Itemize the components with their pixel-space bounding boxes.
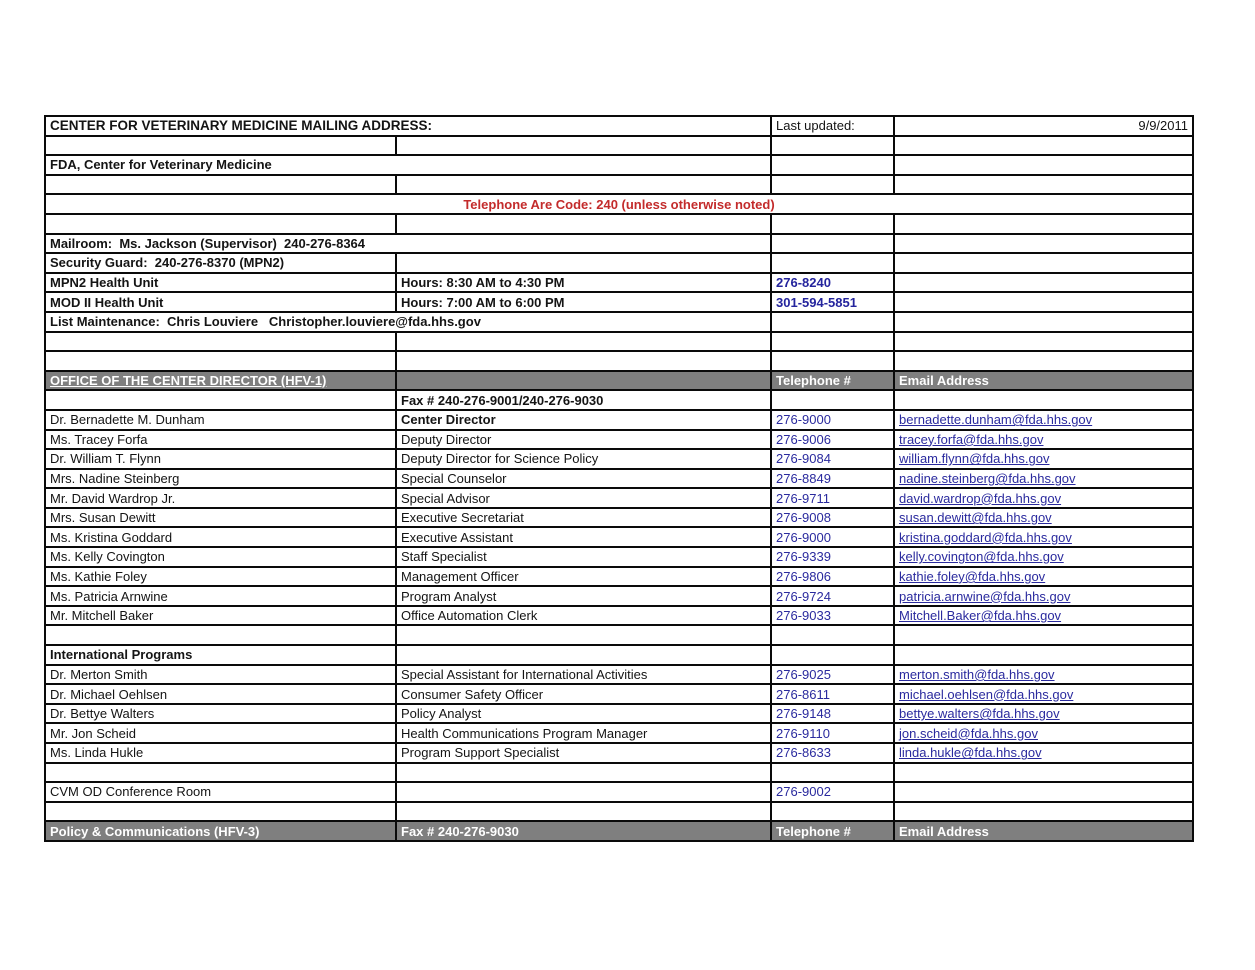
title-cell: Hours: 8:30 AM to 4:30 PM [396, 273, 771, 293]
table-row [45, 214, 1193, 234]
email-cell [894, 723, 1193, 743]
table-row [45, 312, 1193, 332]
email-cell [894, 586, 1193, 606]
directory-sheet [44, 115, 1194, 842]
phone-cell: 276-8611 [771, 684, 894, 704]
name-cell: Mr. Mitchell Baker [45, 606, 396, 626]
email-cell [894, 547, 1193, 567]
email-cell [894, 606, 1193, 626]
spacer-cell [45, 136, 396, 156]
spacer-cell [894, 332, 1193, 352]
email-link[interactable]: Mitchell.Baker@fda.hhs.gov [899, 608, 1062, 624]
email-link[interactable]: kathie.foley@fda.hhs.gov [899, 568, 1046, 584]
email-cell [894, 508, 1193, 528]
spacer-cell [894, 155, 1193, 175]
phone-cell: 276-8240 [771, 273, 894, 293]
spacer-cell [894, 214, 1193, 234]
spacer-cell [771, 214, 894, 234]
table-row [45, 371, 1193, 391]
spacer-cell [894, 351, 1193, 371]
spacer-cell [771, 763, 894, 783]
phone-cell: 276-9006 [771, 430, 894, 450]
fax-number: Fax # 240-276-9030 [396, 821, 771, 841]
name-cell: Dr. Bettye Walters [45, 704, 396, 724]
spacer-cell [771, 645, 894, 665]
spacer-cell [396, 175, 771, 195]
table-row [45, 645, 1193, 665]
email-column-header: Email Address [894, 821, 1193, 841]
page-title: CENTER FOR VETERINARY MEDICINE MAILING ADDRESS: [45, 116, 771, 136]
email-cell [894, 527, 1193, 547]
title-cell: Policy Analyst [396, 704, 771, 724]
name-cell: Dr. Bernadette M. Dunham [45, 410, 396, 430]
spacer-cell [771, 253, 894, 273]
spacer-cell [771, 155, 894, 175]
title-cell: Program Analyst [396, 586, 771, 606]
email-cell [894, 430, 1193, 450]
email-link[interactable]: david.wardrop@fda.hhs.gov [899, 490, 1062, 506]
title-cell: Staff Specialist [396, 547, 771, 567]
email-cell [894, 469, 1193, 489]
section-header-office-director: OFFICE OF THE CENTER DIRECTOR (HFV-1) [45, 371, 396, 391]
name-cell: Dr. Merton Smith [45, 665, 396, 685]
phone-cell: 276-9110 [771, 723, 894, 743]
email-cell [894, 567, 1193, 587]
name-cell: Ms. Kelly Covington [45, 547, 396, 567]
spacer-cell [894, 625, 1193, 645]
email-link[interactable]: patricia.arnwine@fda.hhs.gov [899, 588, 1071, 604]
phone-cell: 276-9711 [771, 488, 894, 508]
last-updated-value: 9/9/2011 [894, 116, 1193, 136]
title-cell: Office Automation Clerk [396, 606, 771, 626]
spacer-cell [894, 175, 1193, 195]
spacer-cell [396, 763, 771, 783]
table-row [45, 743, 1193, 763]
spacer-cell [45, 802, 396, 822]
email-link[interactable]: jon.scheid@fda.hhs.gov [899, 725, 1038, 741]
list-maintenance-info: List Maintenance: Chris Louviere Christopher.louviere@fda.hhs.gov [45, 312, 771, 332]
spacer-cell [396, 782, 771, 802]
spacer-cell [396, 802, 771, 822]
section-header-policy-communications: Policy & Communications (HFV-3) [45, 821, 396, 841]
table-row [45, 821, 1193, 841]
email-link[interactable]: bettye.walters@fda.hhs.gov [899, 706, 1060, 722]
table-row [45, 586, 1193, 606]
email-link[interactable]: william.flynn@fda.hhs.gov [899, 451, 1050, 467]
email-cell [894, 704, 1193, 724]
table-body [45, 116, 1193, 841]
email-link[interactable]: tracey.forfa@fda.hhs.gov [899, 431, 1044, 447]
spacer-cell [45, 332, 396, 352]
area-code-note: Telephone Are Code: 240 (unless otherwise noted) [45, 194, 1193, 214]
email-link[interactable]: linda.hukle@fda.hhs.gov [899, 745, 1042, 761]
table-row [45, 665, 1193, 685]
title-cell: Management Officer [396, 567, 771, 587]
spacer-cell [396, 214, 771, 234]
phone-cell: 276-8849 [771, 469, 894, 489]
phone-cell: 276-9806 [771, 567, 894, 587]
spacer-cell [396, 351, 771, 371]
table-row [45, 704, 1193, 724]
spacer-cell [771, 136, 894, 156]
table-row [45, 253, 1193, 273]
phone-cell: 276-9025 [771, 665, 894, 685]
table-row [45, 136, 1193, 156]
table-row [45, 175, 1193, 195]
spacer-cell [771, 802, 894, 822]
spacer-cell [771, 390, 894, 410]
spacer-cell [894, 273, 1193, 293]
phone-cell: 276-9000 [771, 410, 894, 430]
table-row [45, 488, 1193, 508]
name-cell: Dr. William T. Flynn [45, 449, 396, 469]
spacer-cell [45, 214, 396, 234]
phone-cell: 301-594-5851 [771, 292, 894, 312]
name-cell: Ms. Kathie Foley [45, 567, 396, 587]
name-cell: Dr. Michael Oehlsen [45, 684, 396, 704]
telephone-column-header: Telephone # [771, 821, 894, 841]
title-cell: Special Assistant for International Activities [396, 665, 771, 685]
table-row [45, 567, 1193, 587]
phone-cell: 276-9084 [771, 449, 894, 469]
subsection-header-international-programs: International Programs [45, 645, 396, 665]
spacer-cell [396, 136, 771, 156]
spacer-cell [894, 292, 1193, 312]
name-cell: Mr. David Wardrop Jr. [45, 488, 396, 508]
name-cell: Mrs. Nadine Steinberg [45, 469, 396, 489]
table-row [45, 292, 1193, 312]
email-link[interactable]: michael.oehlsen@fda.hhs.gov [899, 686, 1074, 702]
title-cell: Special Advisor [396, 488, 771, 508]
security-guard-info: Security Guard: 240-276-8370 (MPN2) [45, 253, 396, 273]
table-row [45, 430, 1193, 450]
table-row [45, 332, 1193, 352]
mailing-address-table [44, 115, 1194, 842]
title-cell: Executive Assistant [396, 527, 771, 547]
spacer-cell [894, 234, 1193, 254]
phone-cell: 276-9339 [771, 547, 894, 567]
spacer-cell [396, 625, 771, 645]
table-row [45, 194, 1193, 214]
email-link[interactable]: susan.dewitt@fda.hhs.gov [899, 510, 1052, 526]
title-cell: Health Communications Program Manager [396, 723, 771, 743]
email-cell [894, 665, 1193, 685]
spacer-cell [771, 312, 894, 332]
organization-name: FDA, Center for Veterinary Medicine [45, 155, 771, 175]
email-cell [894, 410, 1193, 430]
table-row [45, 469, 1193, 489]
table-row [45, 625, 1193, 645]
spacer-cell [894, 782, 1193, 802]
name-cell: Mrs. Susan Dewitt [45, 508, 396, 528]
spacer-cell [894, 253, 1193, 273]
table-row [45, 116, 1193, 136]
spacer-cell [396, 645, 771, 665]
spacer-cell [45, 625, 396, 645]
conference-room-label: CVM OD Conference Room [45, 782, 396, 802]
phone-cell: 276-9000 [771, 527, 894, 547]
mailroom-info: Mailroom: Ms. Jackson (Supervisor) 240-276-8364 [45, 234, 771, 254]
spacer-cell [894, 802, 1193, 822]
table-row [45, 351, 1193, 371]
email-link[interactable]: nadine.steinberg@fda.hhs.gov [899, 470, 1076, 486]
spacer-cell [45, 390, 396, 410]
table-row [45, 723, 1193, 743]
table-row [45, 273, 1193, 293]
name-cell: Ms. Patricia Arnwine [45, 586, 396, 606]
spacer-cell [396, 332, 771, 352]
spacer-cell [894, 645, 1193, 665]
table-row [45, 234, 1193, 254]
table-row [45, 802, 1193, 822]
table-row [45, 684, 1193, 704]
email-cell [894, 743, 1193, 763]
name-cell: Ms. Tracey Forfa [45, 430, 396, 450]
telephone-column-header: Telephone # [771, 371, 894, 391]
email-cell [894, 449, 1193, 469]
last-updated-label: Last updated: [771, 116, 894, 136]
email-column-header: Email Address [894, 371, 1193, 391]
spacer-cell [771, 234, 894, 254]
email-link[interactable]: bernadette.dunham@fda.hhs.gov [899, 412, 1093, 428]
name-cell: MOD II Health Unit [45, 292, 396, 312]
title-cell: Deputy Director [396, 430, 771, 450]
title-cell: Deputy Director for Science Policy [396, 449, 771, 469]
spacer-cell [771, 332, 894, 352]
spacer-cell [396, 253, 771, 273]
email-cell [894, 684, 1193, 704]
table-row [45, 449, 1193, 469]
phone-cell: 276-9033 [771, 606, 894, 626]
spacer-cell [771, 351, 894, 371]
spacer-cell [771, 175, 894, 195]
spacer-cell [45, 763, 396, 783]
title-cell: Center Director [396, 410, 771, 430]
name-cell: MPN2 Health Unit [45, 273, 396, 293]
title-cell: Special Counselor [396, 469, 771, 489]
table-row [45, 155, 1193, 175]
email-link[interactable]: kelly.covington@fda.hhs.gov [899, 549, 1064, 565]
name-cell: Mr. Jon Scheid [45, 723, 396, 743]
spacer-cell [771, 625, 894, 645]
spacer-cell [894, 136, 1193, 156]
spacer-cell [894, 763, 1193, 783]
phone-cell: 276-9002 [771, 782, 894, 802]
name-cell: Ms. Linda Hukle [45, 743, 396, 763]
fax-number: Fax # 240-276-9001/240-276-9030 [396, 390, 771, 410]
title-cell: Executive Secretariat [396, 508, 771, 528]
phone-cell: 276-9008 [771, 508, 894, 528]
email-cell [894, 488, 1193, 508]
phone-cell: 276-8633 [771, 743, 894, 763]
table-row [45, 782, 1193, 802]
section-header-cell [396, 371, 771, 391]
spacer-cell [894, 312, 1193, 332]
spacer-cell [45, 175, 396, 195]
spacer-cell [45, 351, 396, 371]
table-row [45, 763, 1193, 783]
email-link[interactable]: merton.smith@fda.hhs.gov [899, 666, 1055, 682]
spacer-cell [894, 390, 1193, 410]
title-cell: Consumer Safety Officer [396, 684, 771, 704]
table-row [45, 508, 1193, 528]
table-row [45, 410, 1193, 430]
title-cell: Program Support Specialist [396, 743, 771, 763]
phone-cell: 276-9724 [771, 586, 894, 606]
email-link[interactable]: kristina.goddard@fda.hhs.gov [899, 529, 1072, 545]
table-row [45, 606, 1193, 626]
name-cell: Ms. Kristina Goddard [45, 527, 396, 547]
table-row [45, 527, 1193, 547]
title-cell: Hours: 7:00 AM to 6:00 PM [396, 292, 771, 312]
table-row [45, 547, 1193, 567]
table-row [45, 390, 1193, 410]
phone-cell: 276-9148 [771, 704, 894, 724]
